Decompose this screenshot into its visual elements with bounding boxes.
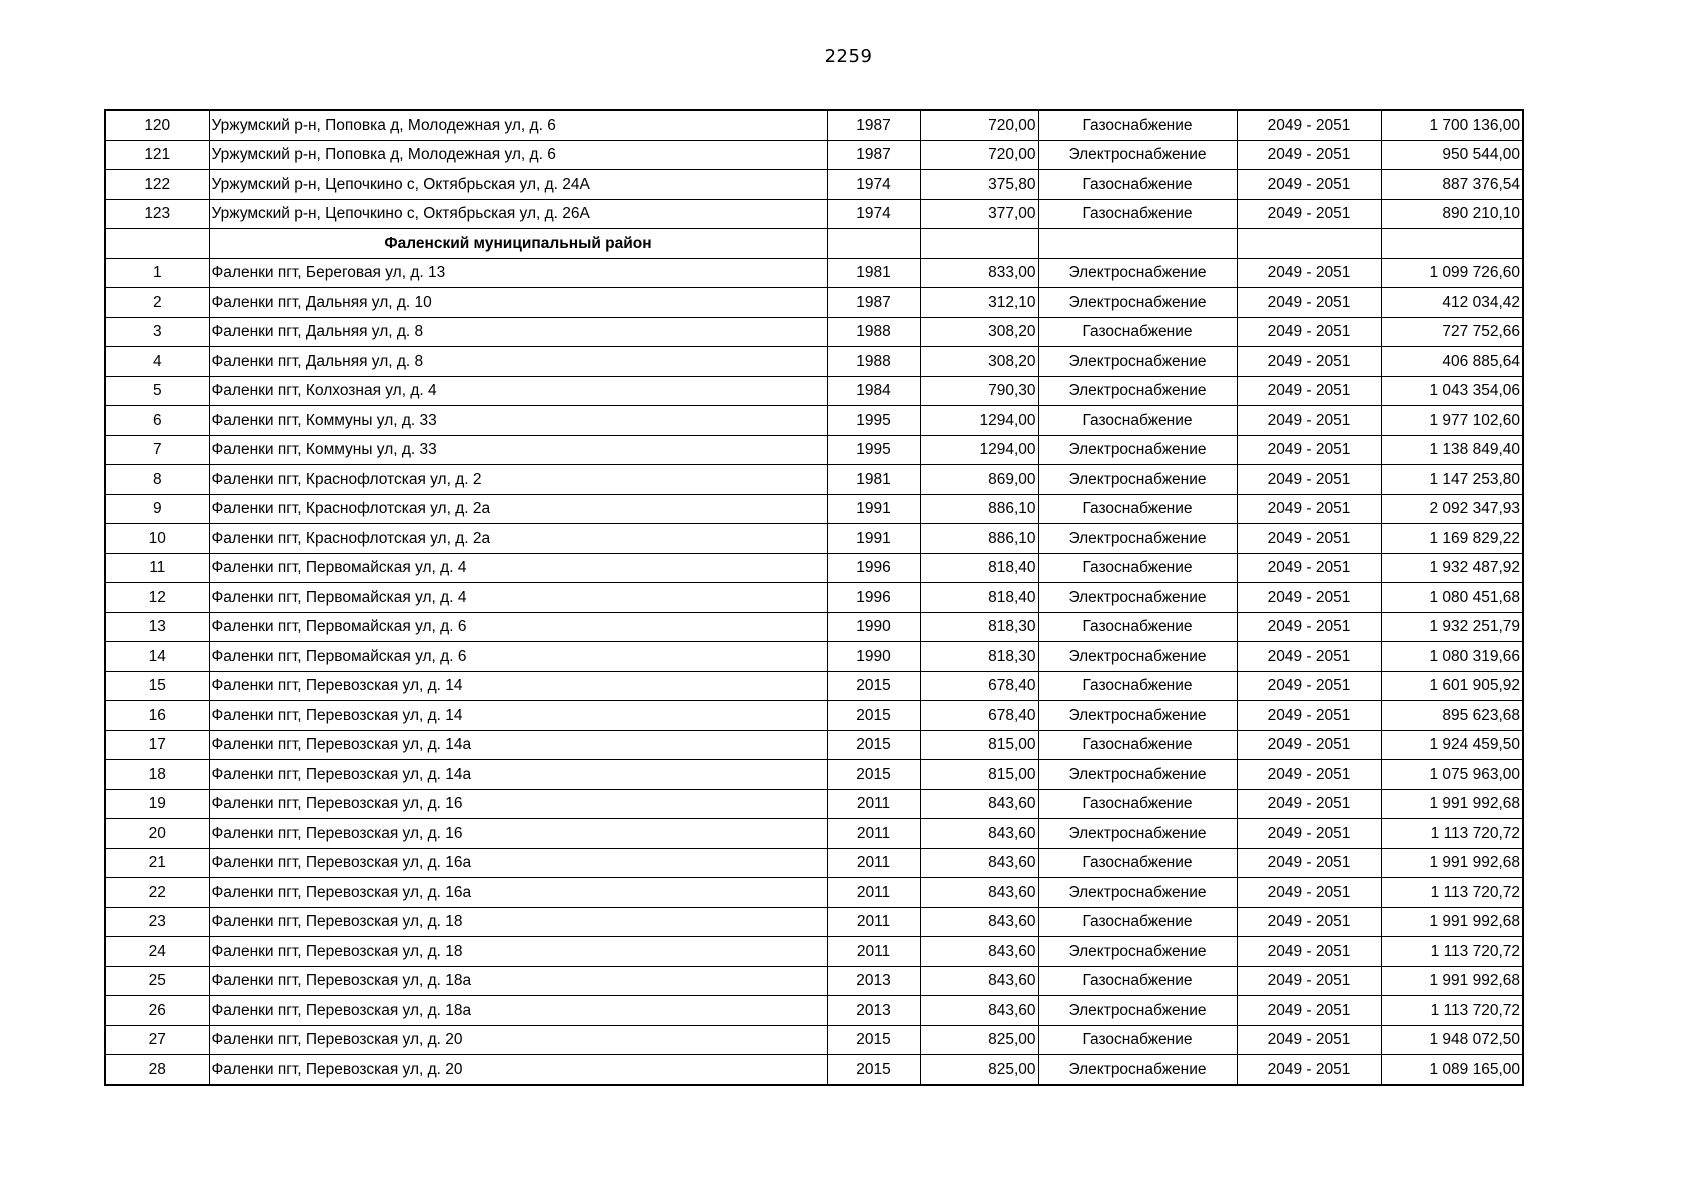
table-row bbox=[105, 170, 1523, 200]
area-cell: 869,00 bbox=[920, 465, 1038, 495]
service-type-cell: Электроснабжение bbox=[1038, 760, 1237, 790]
service-type-cell: Газоснабжение bbox=[1038, 406, 1237, 436]
period-cell: 2049 - 2051 bbox=[1237, 937, 1381, 967]
year-cell: 1996 bbox=[827, 583, 920, 613]
table-row bbox=[105, 671, 1523, 701]
year-cell: 2013 bbox=[827, 996, 920, 1026]
service-type-cell: Электроснабжение bbox=[1038, 435, 1237, 465]
area-cell: 720,00 bbox=[920, 140, 1038, 170]
period-cell bbox=[1237, 229, 1381, 259]
table-row bbox=[105, 1055, 1523, 1085]
cost-cell: 1 113 720,72 bbox=[1381, 878, 1523, 908]
address-cell: Фаленки пгт, Перевозская ул, д. 20 bbox=[209, 1025, 827, 1055]
service-type-cell: Электроснабжение bbox=[1038, 376, 1237, 406]
address-cell: Фаленки пгт, Перевозская ул, д. 16 bbox=[209, 819, 827, 849]
period-cell: 2049 - 2051 bbox=[1237, 1055, 1381, 1085]
cost-cell: 1 113 720,72 bbox=[1381, 996, 1523, 1026]
service-type-cell: Газоснабжение bbox=[1038, 110, 1237, 140]
cost-cell: 1 138 849,40 bbox=[1381, 435, 1523, 465]
period-cell: 2049 - 2051 bbox=[1237, 701, 1381, 731]
service-type-cell: Электроснабжение bbox=[1038, 701, 1237, 731]
row-number: 22 bbox=[105, 878, 209, 908]
row-number: 17 bbox=[105, 730, 209, 760]
cost-cell: 1 099 726,60 bbox=[1381, 258, 1523, 288]
service-type-cell: Электроснабжение bbox=[1038, 937, 1237, 967]
table-row bbox=[105, 494, 1523, 524]
cost-cell: 1 932 487,92 bbox=[1381, 553, 1523, 583]
table-row bbox=[105, 465, 1523, 495]
cost-cell: 1 991 992,68 bbox=[1381, 966, 1523, 996]
row-number: 19 bbox=[105, 789, 209, 819]
period-cell: 2049 - 2051 bbox=[1237, 524, 1381, 554]
cost-cell: 1 147 253,80 bbox=[1381, 465, 1523, 495]
row-number bbox=[105, 229, 209, 259]
row-number: 120 bbox=[105, 110, 209, 140]
period-cell: 2049 - 2051 bbox=[1237, 199, 1381, 229]
address-cell: Фаленки пгт, Перевозская ул, д. 18 bbox=[209, 907, 827, 937]
period-cell: 2049 - 2051 bbox=[1237, 819, 1381, 849]
area-cell: 815,00 bbox=[920, 760, 1038, 790]
area-cell: 1294,00 bbox=[920, 406, 1038, 436]
table-row bbox=[105, 819, 1523, 849]
address-cell: Фаленки пгт, Колхозная ул, д. 4 bbox=[209, 376, 827, 406]
year-cell: 1995 bbox=[827, 406, 920, 436]
table-row bbox=[105, 524, 1523, 554]
address-cell: Фаленки пгт, Перевозская ул, д. 18 bbox=[209, 937, 827, 967]
area-cell: 377,00 bbox=[920, 199, 1038, 229]
year-cell: 2015 bbox=[827, 701, 920, 731]
period-cell: 2049 - 2051 bbox=[1237, 258, 1381, 288]
year-cell: 1987 bbox=[827, 140, 920, 170]
row-number: 10 bbox=[105, 524, 209, 554]
table-row bbox=[105, 199, 1523, 229]
register-table bbox=[104, 109, 1524, 1086]
period-cell: 2049 - 2051 bbox=[1237, 996, 1381, 1026]
row-number: 12 bbox=[105, 583, 209, 613]
year-cell: 1981 bbox=[827, 258, 920, 288]
table-row bbox=[105, 760, 1523, 790]
cost-cell: 1 977 102,60 bbox=[1381, 406, 1523, 436]
row-number: 21 bbox=[105, 848, 209, 878]
area-cell: 843,60 bbox=[920, 789, 1038, 819]
table-row bbox=[105, 701, 1523, 731]
cost-cell: 1 113 720,72 bbox=[1381, 819, 1523, 849]
service-type-cell: Электроснабжение bbox=[1038, 819, 1237, 849]
row-number: 14 bbox=[105, 642, 209, 672]
year-cell: 1990 bbox=[827, 642, 920, 672]
row-number: 16 bbox=[105, 701, 209, 731]
area-cell: 825,00 bbox=[920, 1025, 1038, 1055]
address-cell: Уржумский р-н, Цепочкино с, Октябрьская ул, д. 24А bbox=[209, 170, 827, 200]
table-row bbox=[105, 937, 1523, 967]
year-cell: 1988 bbox=[827, 347, 920, 377]
row-number: 9 bbox=[105, 494, 209, 524]
row-number: 20 bbox=[105, 819, 209, 849]
table-body bbox=[105, 110, 1523, 1085]
service-type-cell: Электроснабжение bbox=[1038, 996, 1237, 1026]
area-cell: 833,00 bbox=[920, 258, 1038, 288]
period-cell: 2049 - 2051 bbox=[1237, 347, 1381, 377]
address-cell: Фаленки пгт, Коммуны ул, д. 33 bbox=[209, 406, 827, 436]
table-row bbox=[105, 406, 1523, 436]
service-type-cell: Газоснабжение bbox=[1038, 789, 1237, 819]
area-cell: 308,20 bbox=[920, 347, 1038, 377]
service-type-cell: Электроснабжение bbox=[1038, 258, 1237, 288]
service-type-cell: Электроснабжение bbox=[1038, 878, 1237, 908]
address-cell: Фаленки пгт, Коммуны ул, д. 33 bbox=[209, 435, 827, 465]
address-cell: Фаленки пгт, Дальняя ул, д. 10 bbox=[209, 288, 827, 318]
year-cell: 2011 bbox=[827, 819, 920, 849]
cost-cell: 412 034,42 bbox=[1381, 288, 1523, 318]
cost-cell: 1 924 459,50 bbox=[1381, 730, 1523, 760]
row-number: 15 bbox=[105, 671, 209, 701]
table-row bbox=[105, 110, 1523, 140]
table-row bbox=[105, 317, 1523, 347]
area-cell: 818,40 bbox=[920, 583, 1038, 613]
address-cell: Фаленки пгт, Перевозская ул, д. 20 bbox=[209, 1055, 827, 1085]
address-cell: Фаленки пгт, Краснофлотская ул, д. 2а bbox=[209, 524, 827, 554]
row-number: 24 bbox=[105, 937, 209, 967]
table-row bbox=[105, 1025, 1523, 1055]
service-type-cell bbox=[1038, 229, 1237, 259]
address-cell: Фаленки пгт, Перевозская ул, д. 18а bbox=[209, 996, 827, 1026]
cost-cell: 895 623,68 bbox=[1381, 701, 1523, 731]
row-number: 23 bbox=[105, 907, 209, 937]
year-cell: 1991 bbox=[827, 524, 920, 554]
area-cell: 843,60 bbox=[920, 907, 1038, 937]
area-cell: 790,30 bbox=[920, 376, 1038, 406]
address-cell: Фаленки пгт, Краснофлотская ул, д. 2а bbox=[209, 494, 827, 524]
cost-cell: 1 601 905,92 bbox=[1381, 671, 1523, 701]
year-cell: 1996 bbox=[827, 553, 920, 583]
table-row bbox=[105, 347, 1523, 377]
period-cell: 2049 - 2051 bbox=[1237, 317, 1381, 347]
year-cell: 1984 bbox=[827, 376, 920, 406]
row-number: 121 bbox=[105, 140, 209, 170]
row-number: 1 bbox=[105, 258, 209, 288]
address-cell: Фаленки пгт, Перевозская ул, д. 14 bbox=[209, 671, 827, 701]
area-cell: 843,60 bbox=[920, 819, 1038, 849]
cost-cell: 887 376,54 bbox=[1381, 170, 1523, 200]
year-cell: 1981 bbox=[827, 465, 920, 495]
address-cell: Фаленки пгт, Перевозская ул, д. 14 bbox=[209, 701, 827, 731]
address-cell: Фаленки пгт, Береговая ул, д. 13 bbox=[209, 258, 827, 288]
period-cell: 2049 - 2051 bbox=[1237, 465, 1381, 495]
area-cell bbox=[920, 229, 1038, 259]
service-type-cell: Газоснабжение bbox=[1038, 553, 1237, 583]
year-cell: 1990 bbox=[827, 612, 920, 642]
service-type-cell: Электроснабжение bbox=[1038, 642, 1237, 672]
table-row bbox=[105, 848, 1523, 878]
row-number: 28 bbox=[105, 1055, 209, 1085]
address-cell: Уржумский р-н, Цепочкино с, Октябрьская ул, д. 26А bbox=[209, 199, 827, 229]
period-cell: 2049 - 2051 bbox=[1237, 642, 1381, 672]
cost-cell bbox=[1381, 229, 1523, 259]
period-cell: 2049 - 2051 bbox=[1237, 553, 1381, 583]
cost-cell: 1 991 992,68 bbox=[1381, 907, 1523, 937]
row-number: 13 bbox=[105, 612, 209, 642]
cost-cell: 1 080 319,66 bbox=[1381, 642, 1523, 672]
area-cell: 678,40 bbox=[920, 701, 1038, 731]
service-type-cell: Газоснабжение bbox=[1038, 199, 1237, 229]
address-cell: Фаленки пгт, Перевозская ул, д. 16а bbox=[209, 878, 827, 908]
service-type-cell: Газоснабжение bbox=[1038, 612, 1237, 642]
address-cell: Уржумский р-н, Поповка д, Молодежная ул, д. 6 bbox=[209, 110, 827, 140]
cost-cell: 727 752,66 bbox=[1381, 317, 1523, 347]
year-cell: 1991 bbox=[827, 494, 920, 524]
period-cell: 2049 - 2051 bbox=[1237, 730, 1381, 760]
row-number: 122 bbox=[105, 170, 209, 200]
address-cell: Фаленки пгт, Дальняя ул, д. 8 bbox=[209, 317, 827, 347]
service-type-cell: Электроснабжение bbox=[1038, 465, 1237, 495]
service-type-cell: Газоснабжение bbox=[1038, 907, 1237, 937]
table-row bbox=[105, 376, 1523, 406]
period-cell: 2049 - 2051 bbox=[1237, 494, 1381, 524]
service-type-cell: Электроснабжение bbox=[1038, 583, 1237, 613]
cost-cell: 1 948 072,50 bbox=[1381, 1025, 1523, 1055]
row-number: 26 bbox=[105, 996, 209, 1026]
row-number: 27 bbox=[105, 1025, 209, 1055]
row-number: 6 bbox=[105, 406, 209, 436]
area-cell: 720,00 bbox=[920, 110, 1038, 140]
area-cell: 843,60 bbox=[920, 878, 1038, 908]
table-row bbox=[105, 553, 1523, 583]
table-row bbox=[105, 583, 1523, 613]
service-type-cell: Газоснабжение bbox=[1038, 317, 1237, 347]
service-type-cell: Газоснабжение bbox=[1038, 848, 1237, 878]
table-row bbox=[105, 966, 1523, 996]
year-cell: 2015 bbox=[827, 730, 920, 760]
area-cell: 815,00 bbox=[920, 730, 1038, 760]
cost-cell: 1 991 992,68 bbox=[1381, 789, 1523, 819]
row-number: 3 bbox=[105, 317, 209, 347]
period-cell: 2049 - 2051 bbox=[1237, 789, 1381, 819]
row-number: 4 bbox=[105, 347, 209, 377]
period-cell: 2049 - 2051 bbox=[1237, 170, 1381, 200]
section-header-row bbox=[105, 229, 1523, 259]
year-cell: 1974 bbox=[827, 170, 920, 200]
period-cell: 2049 - 2051 bbox=[1237, 907, 1381, 937]
period-cell: 2049 - 2051 bbox=[1237, 848, 1381, 878]
address-cell: Фаленки пгт, Краснофлотская ул, д. 2 bbox=[209, 465, 827, 495]
period-cell: 2049 - 2051 bbox=[1237, 435, 1381, 465]
area-cell: 886,10 bbox=[920, 494, 1038, 524]
row-number: 2 bbox=[105, 288, 209, 318]
address-cell: Фаленки пгт, Первомайская ул, д. 4 bbox=[209, 583, 827, 613]
year-cell: 2015 bbox=[827, 671, 920, 701]
address-cell: Фаленки пгт, Первомайская ул, д. 6 bbox=[209, 612, 827, 642]
cost-cell: 1 700 136,00 bbox=[1381, 110, 1523, 140]
service-type-cell: Газоснабжение bbox=[1038, 671, 1237, 701]
year-cell: 1974 bbox=[827, 199, 920, 229]
area-cell: 818,40 bbox=[920, 553, 1038, 583]
cost-cell: 950 544,00 bbox=[1381, 140, 1523, 170]
year-cell: 1988 bbox=[827, 317, 920, 347]
table-row bbox=[105, 996, 1523, 1026]
cost-cell: 1 089 165,00 bbox=[1381, 1055, 1523, 1085]
service-type-cell: Электроснабжение bbox=[1038, 347, 1237, 377]
period-cell: 2049 - 2051 bbox=[1237, 140, 1381, 170]
cost-cell: 1 043 354,06 bbox=[1381, 376, 1523, 406]
row-number: 123 bbox=[105, 199, 209, 229]
year-cell: 2015 bbox=[827, 760, 920, 790]
service-type-cell: Газоснабжение bbox=[1038, 966, 1237, 996]
cost-cell: 1 113 720,72 bbox=[1381, 937, 1523, 967]
row-number: 7 bbox=[105, 435, 209, 465]
period-cell: 2049 - 2051 bbox=[1237, 1025, 1381, 1055]
year-cell: 2011 bbox=[827, 937, 920, 967]
year-cell bbox=[827, 229, 920, 259]
row-number: 25 bbox=[105, 966, 209, 996]
service-type-cell: Электроснабжение bbox=[1038, 524, 1237, 554]
table-row bbox=[105, 730, 1523, 760]
cost-cell: 406 885,64 bbox=[1381, 347, 1523, 377]
row-number: 18 bbox=[105, 760, 209, 790]
period-cell: 2049 - 2051 bbox=[1237, 376, 1381, 406]
table-row bbox=[105, 907, 1523, 937]
area-cell: 308,20 bbox=[920, 317, 1038, 347]
area-cell: 843,60 bbox=[920, 937, 1038, 967]
area-cell: 843,60 bbox=[920, 966, 1038, 996]
address-cell: Фаленки пгт, Перевозская ул, д. 16 bbox=[209, 789, 827, 819]
period-cell: 2049 - 2051 bbox=[1237, 671, 1381, 701]
year-cell: 2011 bbox=[827, 848, 920, 878]
service-type-cell: Газоснабжение bbox=[1038, 1025, 1237, 1055]
cost-cell: 1 075 963,00 bbox=[1381, 760, 1523, 790]
year-cell: 2015 bbox=[827, 1055, 920, 1085]
area-cell: 825,00 bbox=[920, 1055, 1038, 1085]
area-cell: 375,80 bbox=[920, 170, 1038, 200]
period-cell: 2049 - 2051 bbox=[1237, 110, 1381, 140]
year-cell: 1987 bbox=[827, 288, 920, 318]
table-row bbox=[105, 612, 1523, 642]
address-cell: Фаленки пгт, Перевозская ул, д. 14а bbox=[209, 730, 827, 760]
cost-cell: 1 991 992,68 bbox=[1381, 848, 1523, 878]
cost-cell: 2 092 347,93 bbox=[1381, 494, 1523, 524]
row-number: 8 bbox=[105, 465, 209, 495]
period-cell: 2049 - 2051 bbox=[1237, 966, 1381, 996]
year-cell: 1995 bbox=[827, 435, 920, 465]
address-cell: Фаленки пгт, Перевозская ул, д. 18а bbox=[209, 966, 827, 996]
area-cell: 312,10 bbox=[920, 288, 1038, 318]
area-cell: 678,40 bbox=[920, 671, 1038, 701]
section-title: Фаленский муниципальный район bbox=[209, 229, 827, 259]
year-cell: 2015 bbox=[827, 1025, 920, 1055]
service-type-cell: Газоснабжение bbox=[1038, 170, 1237, 200]
period-cell: 2049 - 2051 bbox=[1237, 406, 1381, 436]
cost-cell: 1 932 251,79 bbox=[1381, 612, 1523, 642]
address-cell: Фаленки пгт, Первомайская ул, д. 6 bbox=[209, 642, 827, 672]
page-number: 2259 bbox=[824, 46, 873, 67]
cost-cell: 890 210,10 bbox=[1381, 199, 1523, 229]
period-cell: 2049 - 2051 bbox=[1237, 583, 1381, 613]
area-cell: 843,60 bbox=[920, 848, 1038, 878]
area-cell: 818,30 bbox=[920, 642, 1038, 672]
area-cell: 886,10 bbox=[920, 524, 1038, 554]
period-cell: 2049 - 2051 bbox=[1237, 878, 1381, 908]
area-cell: 843,60 bbox=[920, 996, 1038, 1026]
year-cell: 2011 bbox=[827, 878, 920, 908]
service-type-cell: Электроснабжение bbox=[1038, 1055, 1237, 1085]
table-row bbox=[105, 789, 1523, 819]
period-cell: 2049 - 2051 bbox=[1237, 760, 1381, 790]
table-row bbox=[105, 258, 1523, 288]
period-cell: 2049 - 2051 bbox=[1237, 612, 1381, 642]
address-cell: Фаленки пгт, Первомайская ул, д. 4 bbox=[209, 553, 827, 583]
period-cell: 2049 - 2051 bbox=[1237, 288, 1381, 318]
service-type-cell: Газоснабжение bbox=[1038, 494, 1237, 524]
table-row bbox=[105, 642, 1523, 672]
service-type-cell: Газоснабжение bbox=[1038, 730, 1237, 760]
service-type-cell: Электроснабжение bbox=[1038, 288, 1237, 318]
table-row bbox=[105, 288, 1523, 318]
service-type-cell: Электроснабжение bbox=[1038, 140, 1237, 170]
area-cell: 818,30 bbox=[920, 612, 1038, 642]
row-number: 11 bbox=[105, 553, 209, 583]
year-cell: 2011 bbox=[827, 907, 920, 937]
address-cell: Фаленки пгт, Перевозская ул, д. 14а bbox=[209, 760, 827, 790]
area-cell: 1294,00 bbox=[920, 435, 1038, 465]
table-row bbox=[105, 140, 1523, 170]
table-row bbox=[105, 435, 1523, 465]
cost-cell: 1 080 451,68 bbox=[1381, 583, 1523, 613]
year-cell: 2013 bbox=[827, 966, 920, 996]
year-cell: 1987 bbox=[827, 110, 920, 140]
table-row bbox=[105, 878, 1523, 908]
year-cell: 2011 bbox=[827, 789, 920, 819]
row-number: 5 bbox=[105, 376, 209, 406]
address-cell: Уржумский р-н, Поповка д, Молодежная ул, д. 6 bbox=[209, 140, 827, 170]
cost-cell: 1 169 829,22 bbox=[1381, 524, 1523, 554]
address-cell: Фаленки пгт, Дальняя ул, д. 8 bbox=[209, 347, 827, 377]
address-cell: Фаленки пгт, Перевозская ул, д. 16а bbox=[209, 848, 827, 878]
